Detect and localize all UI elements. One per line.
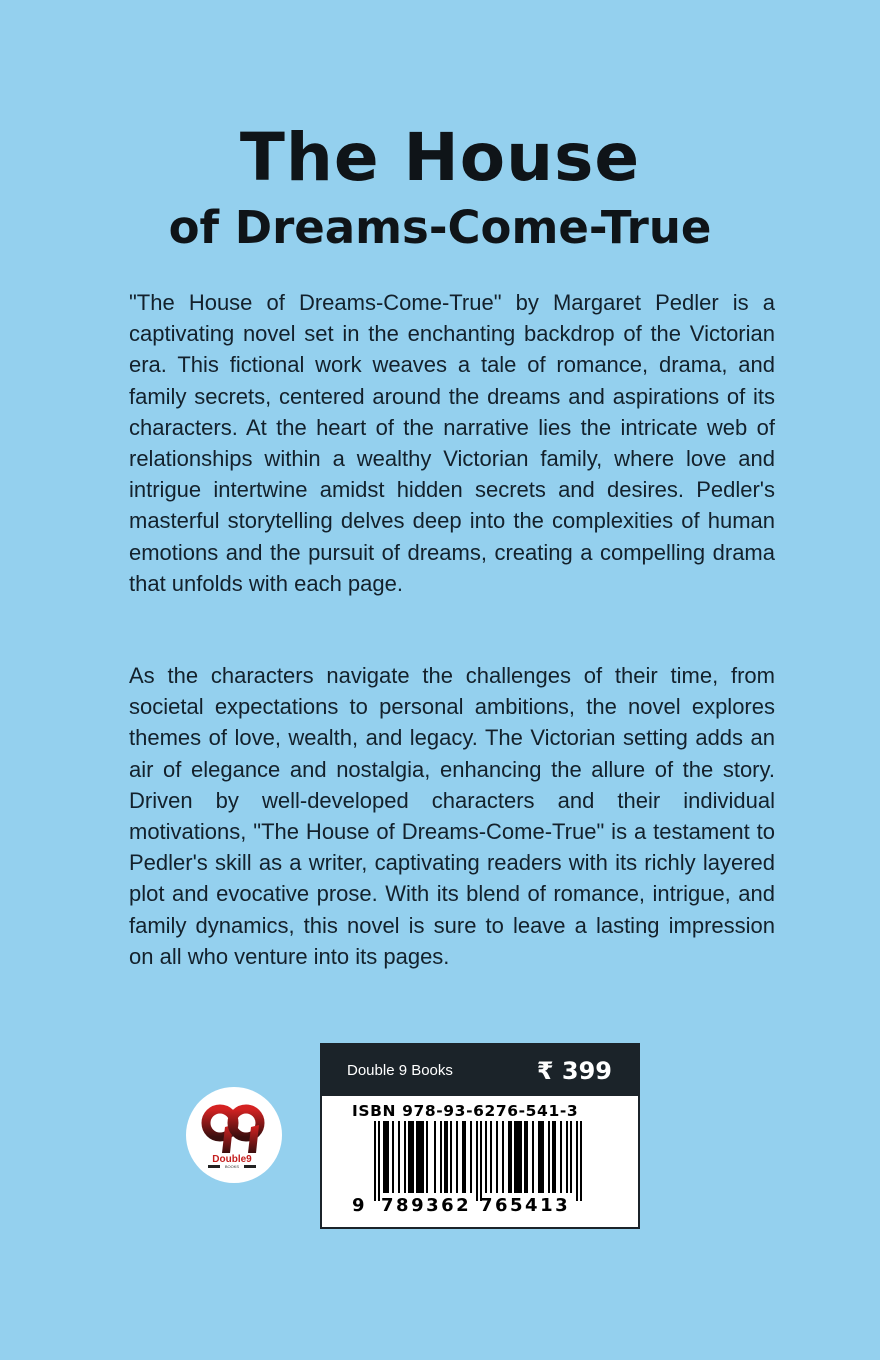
label-header (322, 1045, 638, 1096)
barcode-icon (352, 1121, 614, 1201)
isbn-text: ISBN 978-93-6276-541-3 (352, 1102, 579, 1120)
svg-text:BOOKS: BOOKS (224, 1164, 240, 1169)
book-title (0, 118, 880, 258)
publisher-name: Double 9 Books (347, 1062, 453, 1079)
price-barcode-label (320, 1043, 640, 1229)
description-paragraph-1: "The House of Dreams-Come-True" by Margaret Pedler is a captivating novel set in the enchanting backdrop of the Victorian era. This fictional work weaves a tale of romance, drama, and family secrets, centered around the dreams and aspirations of its characters. At the heart of the narrative lies the intricate web of relationships within a wealthy Victorian family, where love and intrigue intertwine amidst hidden secrets and desires. Pedler's masterful storytelling delves deep into the complexities of human emotions and the pursuit of dreams, creating a compelling drama that unfolds with each page. (129, 290, 775, 596)
double9-logo-icon (186, 1087, 282, 1183)
title-line-1: The House (239, 119, 641, 196)
description-paragraph-2: As the characters navigate the challenges of their time, from societal expectations to personal ambitions, the novel explores themes of love, wealth, and legacy. The Victorian setting adds an air of elegance and nostalgia, enhancing the allure of the story. Driven by well-developed characters and their individual motivations, "The House of Dreams-Come-True" is a testament to Pedler's skill as a writer, captivating readers with its richly layered plot and evocative prose. With its blend of romance, intrigue, and family dynamics, this novel is sure to leave a lasting impression on all who venture into its pages. (129, 663, 775, 969)
ean-lead-digit: 9 (352, 1195, 368, 1216)
price: ₹ 399 (536, 1056, 612, 1085)
title-line-2: of Dreams-Come-True (168, 201, 712, 254)
ean-group-1: 789362 (381, 1195, 472, 1216)
publisher-logo (186, 1087, 282, 1183)
svg-text:Double9: Double9 (212, 1154, 252, 1165)
ean-group-2: 765413 (479, 1195, 571, 1216)
ean-number (352, 1195, 570, 1216)
